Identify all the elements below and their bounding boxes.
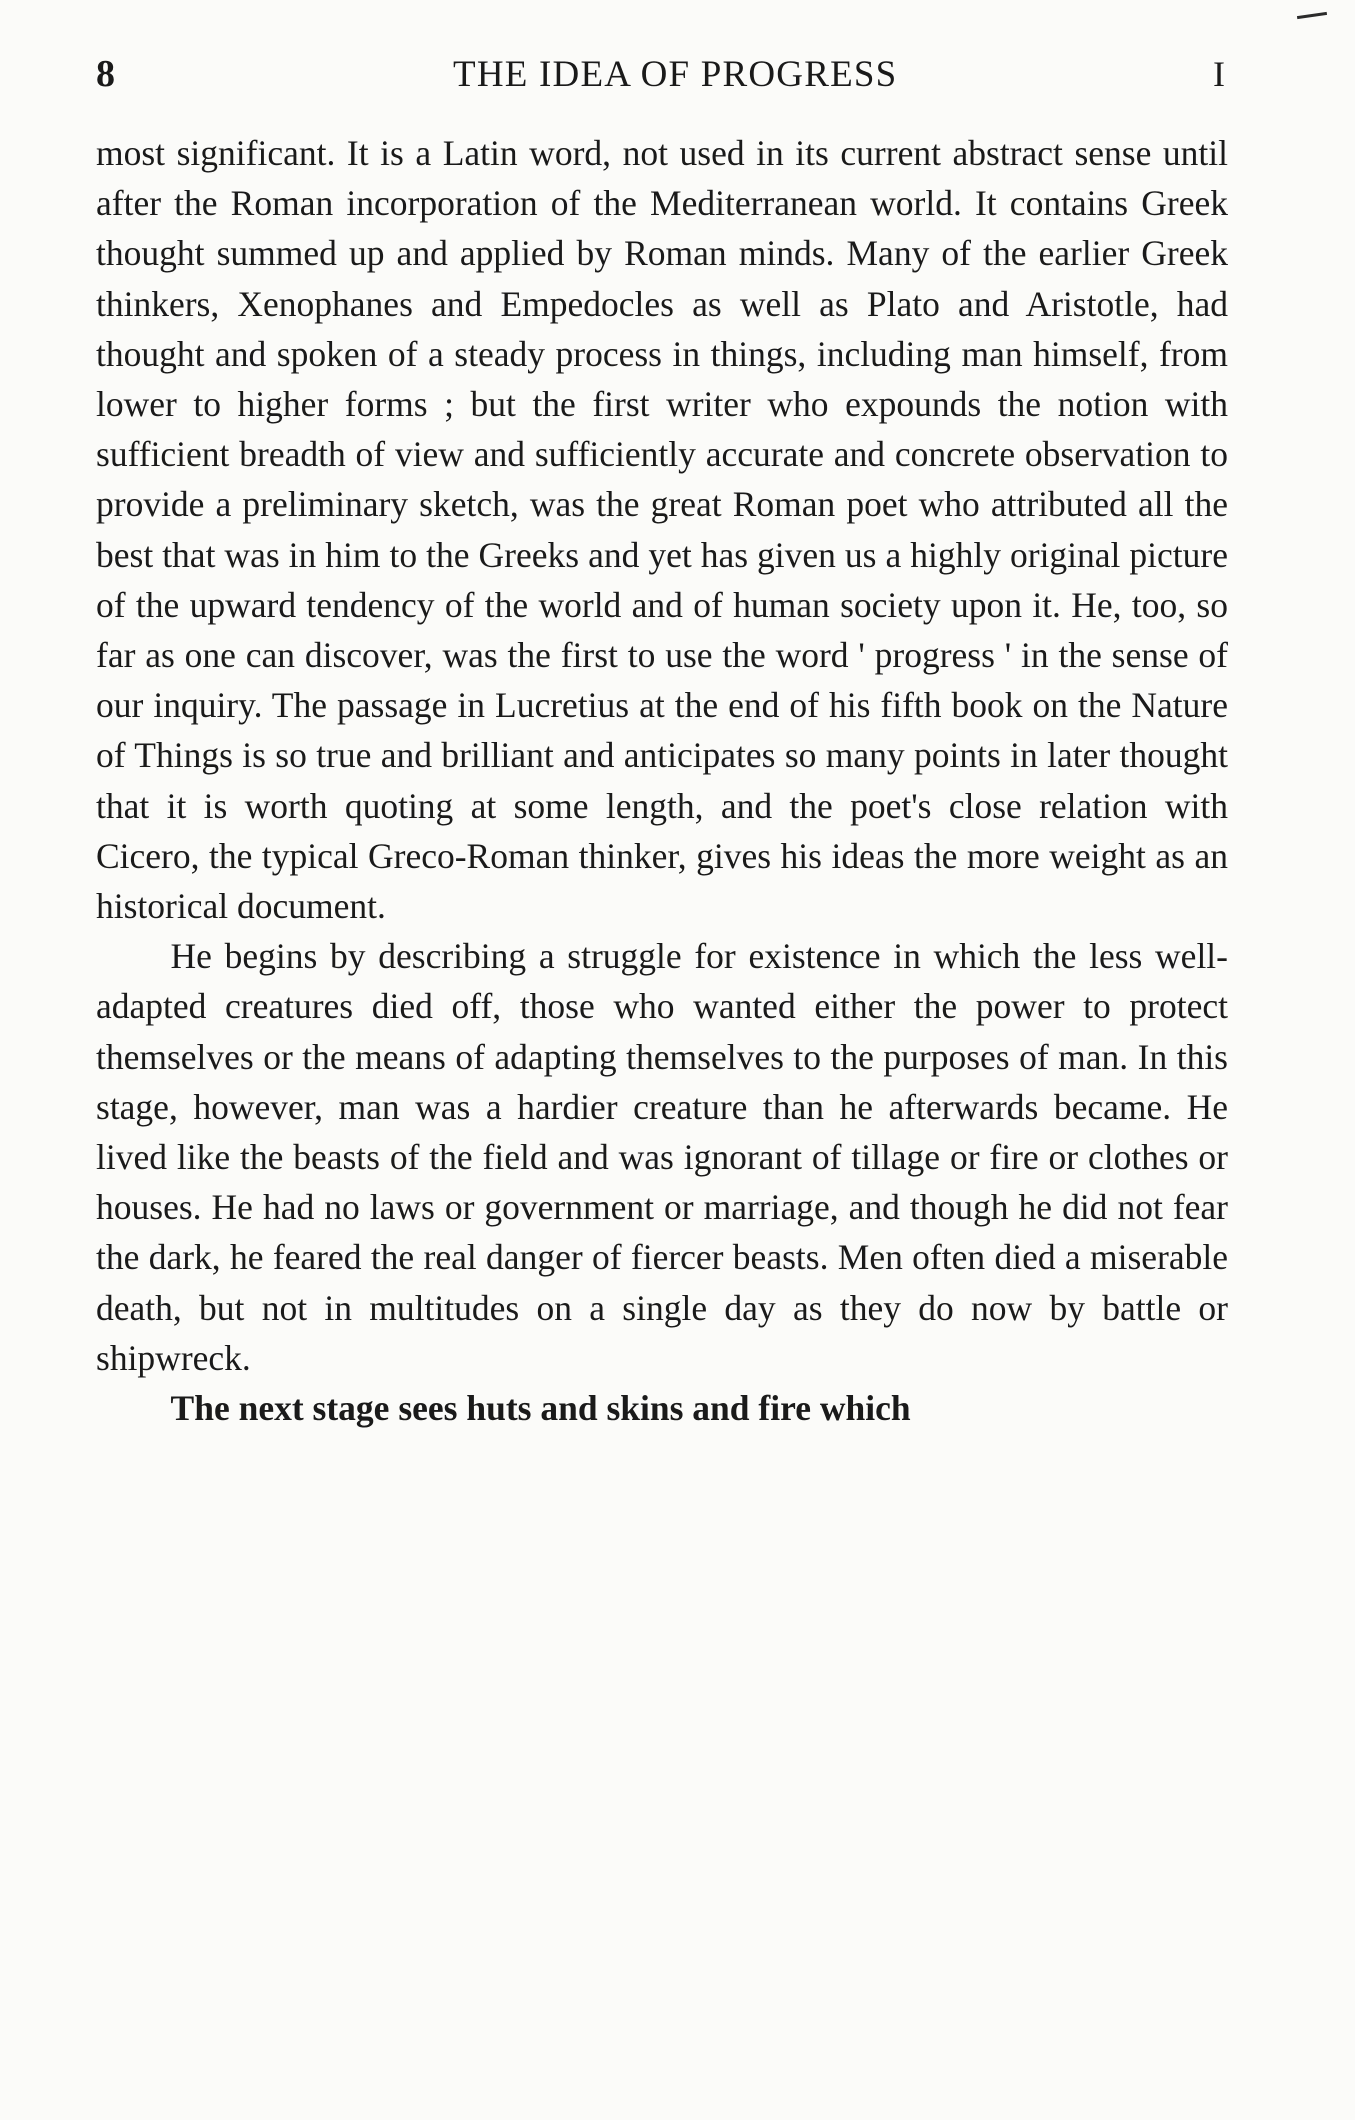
paragraph: The next stage sees huts and skins and fire which [170, 1388, 911, 1429]
page-corner-mark [1297, 12, 1327, 19]
paragraph: most significant. It is a Latin word, not used in its current abstract sense until after the Roman incorporation of the Mediterranean world. It contains Greek thought summed up and applied by Roman minds. Many of the earlier Greek thinkers, Xenophanes and Empedocles as well as Plato and Aristotle, had thought and spoken of a steady process in things, including man himself, from lower to higher forms ; but the first writer who expounds the notion with sufficient breadth of view and sufficiently accurate and concrete observation to provide a preliminary sketch, was the great Roman poet who attributed all the best that was in him to the Greeks and yet has given us a highly original picture of the upward tendency of the world and of human society upon it. He, too, so far as one can discover, was the first to use the word ' progress ' in the sense of our inquiry. The passage in Lucretius at the end of his fifth book on the Nature of Things is so true and brilliant and anticipates so many points in later thought that it is worth quoting at some length, and the poet's close relation with Cicero, the typical Greco-Roman thinker, gives his ideas the more weight as an historical document. [96, 133, 1228, 927]
paragraph: He begins by describing a struggle for existence in which the less well-adapted creatures died off, those who wanted either the power to protect themselves or the means of adapting themselves to the purposes of man. In this stage, however, man was a hardier creature than he afterwards became. He lived like the beasts of the field and was ignorant of tillage or fire or clothes or houses. He had no laws or government or marriage, and though he did not fear the dark, he feared the real danger of fiercer beasts. Men often died a miserable death, but not in multitudes on a single day as they do now by battle or shipwreck. [96, 936, 1228, 1378]
page-body [96, 128, 1228, 1433]
running-title: THE IDEA OF PROGRESS [453, 54, 898, 95]
chapter-number: I [1213, 54, 1226, 94]
page-number: 8 [96, 53, 116, 95]
page-header [96, 52, 1226, 96]
